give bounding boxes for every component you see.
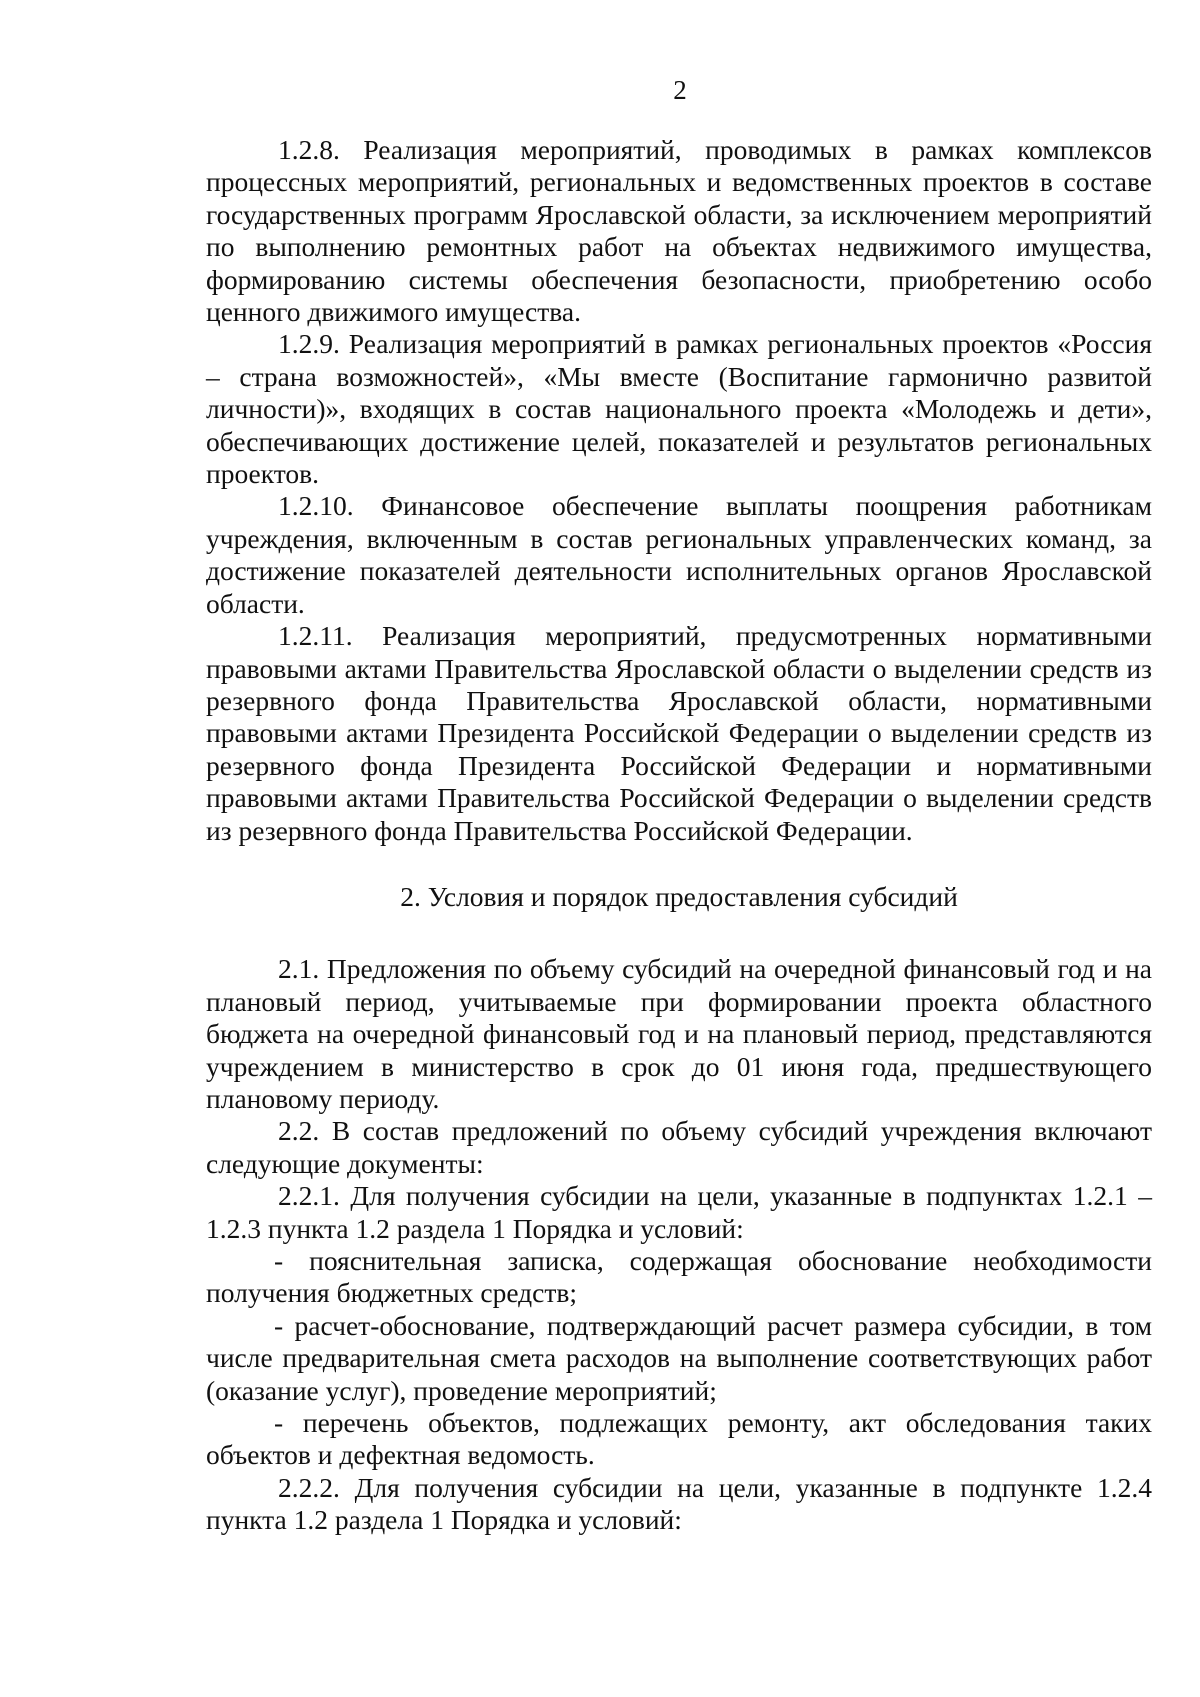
clause-2-1: 2.1. Предложения по объему субсидий на очередной финансовый год и на плановый период, учитываемые при формировании проекта областного бюджета на очередной финансовый год и на плановый период, представляются учреждением в министерство в срок до 01 июня года, предшествующего плановому периоду. bbox=[206, 953, 1152, 1114]
clause-2-2: 2.2. В состав предложений по объему субсидий учреждения включают следующие документы: bbox=[206, 1115, 1152, 1179]
clause-1-2-10: 1.2.10. Финансовое обеспечение выплаты поощрения работникам учреждения, включенным в состав региональных управленческих команд, за достижение показателей деятельности исполнительных органов Ярославской области. bbox=[206, 490, 1152, 619]
page-number: 2 bbox=[673, 75, 687, 105]
list-item-object-list: - перечень объектов, подлежащих ремонту, акт обследования таких объектов и дефектная ведомость. bbox=[206, 1407, 1152, 1471]
clause-1-2-11: 1.2.11. Реализация мероприятий, предусмотренных нормативными правовыми актами Правительства Ярославской области о выделении средств из резервного фонда Правительства Ярославской области, нормативными правовыми актами Президента Российской Федерации о выделении средств из резервного фонда Президента Российской Федерации и нормативными правовыми актами Правительства Российской Федерации о выделении средств из резервного фонда Правительства Российской Федерации. bbox=[206, 620, 1152, 846]
list-item-explanatory-note: - пояснительная записка, содержащая обоснование необходимости получения бюджетных средств; bbox=[206, 1245, 1152, 1309]
clause-1-2-8: 1.2.8. Реализация мероприятий, проводимых в рамках комплексов процессных мероприятий, региональных и ведомственных проектов в составе государственных программ Ярославской области, за исключением мероприятий по выполнению ремонтных работ на объектах недвижимого имущества, формированию системы обеспечения безопасности, приобретению особо ценного движимого имущества. bbox=[206, 134, 1152, 328]
section-heading: 2. Условия и порядок предоставления субсидий bbox=[400, 880, 958, 912]
document-body bbox=[206, 134, 1152, 1537]
clause-1-2-9: 1.2.9. Реализация мероприятий в рамках региональных проектов «Россия – страна возможностей», «Мы вместе (Воспитание гармонично развитой личности)», входящих в состав национального проекта «Молодежь и дети», обеспечивающих достижение целей, показателей и результатов региональных проектов. bbox=[206, 328, 1152, 490]
clause-2-2-2: 2.2.2. Для получения субсидии на цели, указанные в подпункте 1.2.4 пункта 1.2 раздела 1 Порядка и условий: bbox=[206, 1471, 1152, 1536]
clause-2-2-1: 2.2.1. Для получения субсидии на цели, указанные в подпунктах 1.2.1 – 1.2.3 пункта 1.2 раздела 1 Порядка и условий: bbox=[206, 1180, 1152, 1244]
list-item-calculation: - расчет-обоснование, подтверждающий расчет размера субсидии, в том числе предварительная смета расходов на выполнение соответствующих работ (оказание услуг), проведение мероприятий; bbox=[206, 1309, 1152, 1406]
